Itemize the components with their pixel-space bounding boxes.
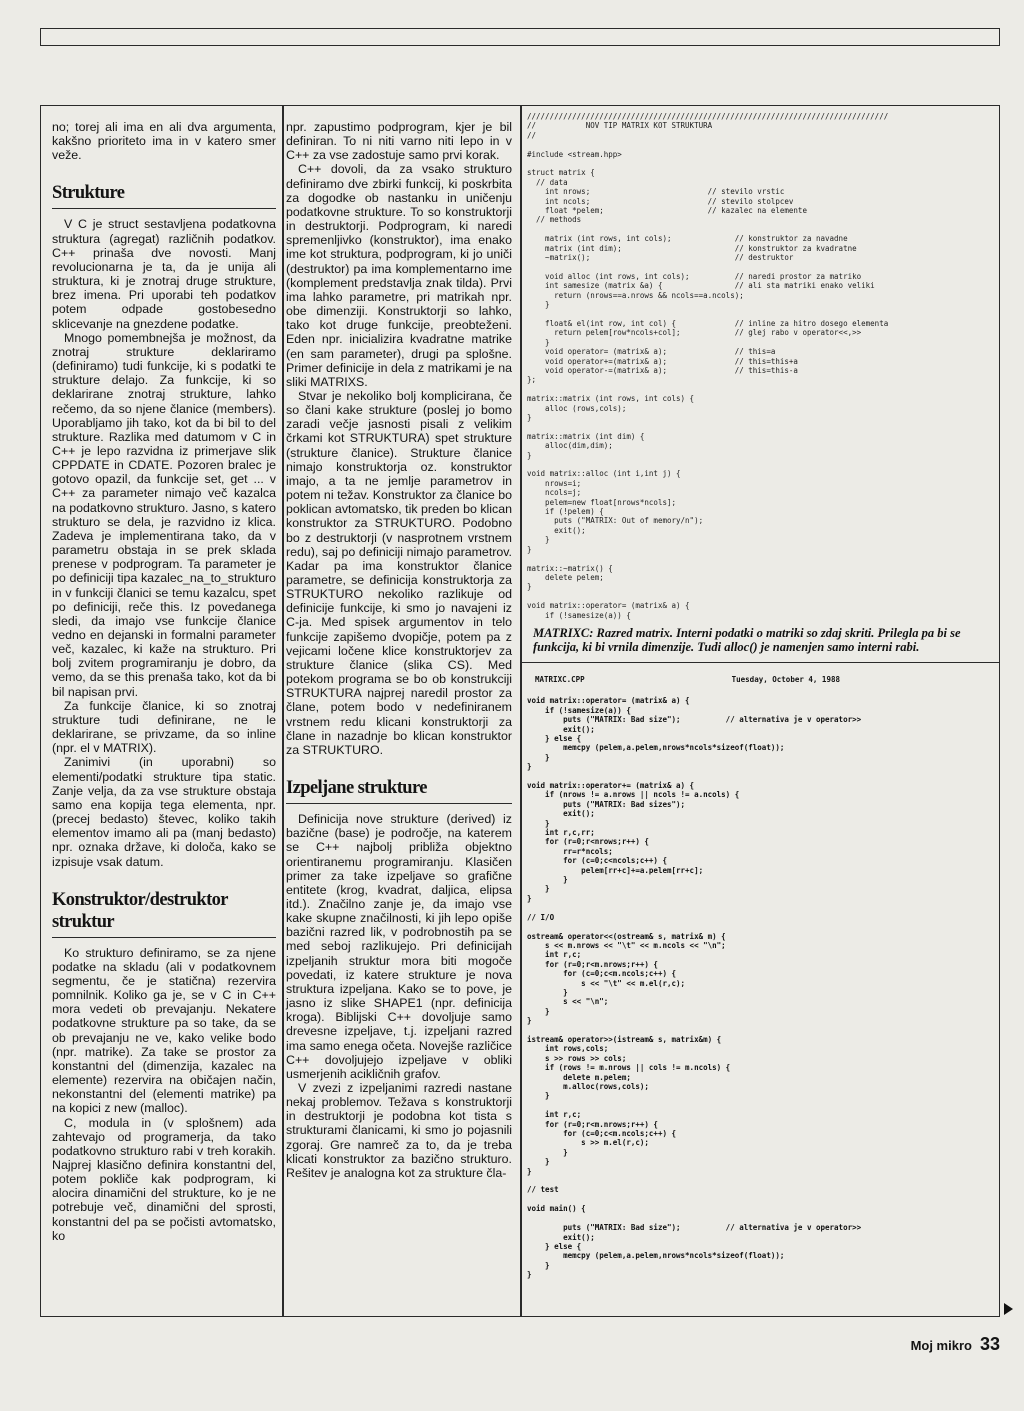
code-listing-2: void matrix::operator= (matrix& a) { if (!samesize(a)) { puts ("MATRIX: Bad size"); // alternativa je v operator>> exit(); } else { memcpy (pelem,a.pelem,nrows*ncols*sizeof(float)); } } void matrix::operator+= (matrix& a) { if (nrows != a.nrows || ncols != a.ncols) { puts ("MATRIX: Bad sizes"); exit(); } int r,c,rr; for (r=0;r<nrows;r++) { rr=r*ncols; for (c=0;c<ncols;c++) { pelem[rr+c]+=a.pelem[rr+c]; } } } // I/O ostream& operator<<(ostream& s, matrix& m) { s << m.nrows << "\t" << m.ncols << "\n"; int r,c; for (r=0;r<m.nrows;r++) { for (c=0;c<m.ncols;c++) { s << "\t" << m.el(r,c); } s << "\n"; } } istream& operator>>(istream& s, matrix&m) { int rows,cols; s >> rows >> cols; if (rows != m.nrows || cols != m.ncols) { delete m.pelem; m.alloc(rows,cols); } int r,c; for (r=0;r<m.nrows;r++) { for (c=0;c<m.ncols;c++) { s >> m.el(r,c); } } } // test void main() { puts ("MATRIX: Bad size"); // alternativa je v operator>> exit(); } else { memcpy (pelem,a.pelem,nrows*ncols*sizeof(float)); } } <box>527 696 862 1280</box>
continue-arrow-icon <box>1004 1303 1013 1315</box>
listing-date: Tuesday, October 4, 1988 <box>731 674 840 684</box>
figure-caption: MATRIXC: Razred matrix. Interni podatki o matriki so zdaj skriti. Prilegla pa bi se funkcija, ki bi vrnila dimenzije. Tudi alloc() je namenjen samo interni rabi. <box>533 625 961 654</box>
top-rule <box>40 28 1000 46</box>
paragraph: Definicija nove strukture (derived) iz bazične (base) je področje, na katerem se C++ najbolj približa objektno orientiranemu programiranju. Klasičen primer za take izpeljave so grafične entitete (krog, kvadrat, daljica, elipsa itd.). Značilno zanje je, da imajo vse kake skupne značilnosti, ki jih lepo opiše bazični razred lik, v podrobnostih pa se med seboj razlikujejo. Pri definicijah izpeljanih struktur mora biti mogoče povedati, iz katere strukture je nova struktura izpeljana. Kako se to pove, je jasno iz slike SHAPE1 (npr. definicija kroga). Biblijski C++ dovoljuje samo drevesne izpeljave, t.j. izpeljani razred ima samo enega očeta. Novejše različice C++ dovoljujejo izpeljave v obliki usmerjenih acikličnih grafov. <box>286 812 512 1081</box>
page-footer <box>911 1334 1000 1355</box>
text-column-1 <box>52 120 276 1243</box>
paragraph: V C je struct sestavljena podatkovna struktura (agregat) različnih podatkov. C++ prinaša dve novosti. Manj revolucionarna je ta, da je unija ali struktura, ki je znotraj druge strukture, brez imena. Pri uporabi teh podatkov potem odpade gostobesedno sklicevanje na gnezdene podatke. <box>52 217 276 331</box>
text-column-2 <box>286 120 512 1180</box>
section-heading: Strukture <box>52 182 276 209</box>
code-listing-1: //////////////////////////////////////////////////////////////////////////////// // NOV TIP MATRIX KOT STRUKTURA // #include <stream.hpp> struct matrix { // data int nrows; // stevilo vrstic int ncols; // stevilo stolpcev float *pelem; // kazalec na elemente // methods matrix (int rows, int cols); // konstruktor za navadne matrix (int dim); // konstruktor za kvadratne ~matrix(); // destruktor void alloc (int rows, int cols); // naredi prostor za matriko int samesize (matrix &a) { // ali sta matriki enako veliki return (nrows==a.nrows && ncols==a.ncols); } float& el(int row, int col) { // inline za hitro dosego elementa return pelem[row*ncols+col]; // glej rabo v operator<<,>> } void operator= (matrix& a); // this=a void operator+=(matrix& a); // this=this+a void operator-=(matrix& a); // this=this-a }; matrix::matrix (int rows, int cols) { alloc (rows,cols); } matrix::matrix (int dim) { alloc(dim,dim); } void matrix::alloc (int i,int j) { nrows=i; ncols=j; pelem=new float[nrows*ncols]; if (!pelem) { puts ("MATRIX: Out of memory/n"); exit(); } } matrix::~matrix() { delete pelem; } void matrix::operator= (matrix& a) { if (!samesize(a)) { <box>527 112 889 620</box>
listing-filename: MATRIXC.CPP <box>535 674 585 684</box>
listing-separator <box>521 662 1000 663</box>
magazine-brand: Moj mikro <box>910 1338 972 1353</box>
paragraph: npr. zapustimo podprogram, kjer je bil definiran. To ni niti varno niti lepo in v C++ za vse zadostuje samo prvi korak. <box>286 120 512 163</box>
column-divider <box>520 105 522 1317</box>
paragraph: no; torej ali ima en ali dva argumenta, kakšno prioriteto ima in v katero smer veže. <box>52 120 276 163</box>
section-heading: Konstruktor/destruktor struktur <box>52 889 276 938</box>
section-heading: Izpeljane strukture <box>286 777 512 804</box>
paragraph: V zvezi z izpeljanimi razredi nastane nekaj problemov. Težava s konstruktorji in destruktorji je podobna kot tista s strukturami članicami, ki smo jo pojasnili zgoraj. Gre namreč za to, da je treba klicati konstruktor za bazično strukturo. Rešitev je analogna kot za strukture čla- <box>286 1081 512 1180</box>
paragraph: C++ dovoli, da za vsako strukturo definiramo dve zbirki funkcij, ki poskrbita za dogodke ob nastanku in uničenju podatkovne strukture. To so konstruktorji in destruktorji. Podprogram, ki naredi spremenljivko (konstruktor), ima enako ime kot struktura, podprogram, ki jo uniči (destruktor) pa ima komplementarno ime (komplement predstavlja znak tilda). Prvi ima lahko parametre, pri matrikah npr. obe dimenziji. Konstruktorji so lahko, tako kot druge funkcije, preobteženi. Eden npr. inicializira kvadratne matrike (en sam parameter), drugi pa splošne. Primer definicije in dela z matrikami je na sliki MATRIXS. <box>286 162 512 389</box>
code-column <box>527 112 994 1280</box>
paragraph: Zanimivi (in uporabni) so elementi/podatki strukture tipa static. Zanje velja, da za vse strukture obstaja samo ena kopija tega elementa, npr. (precej bedasto) števec, koliko takih elementov imamo ali pa (manj bedasto) npr. oznaka države, ki določa, kako se izpisuje vsak datum. <box>52 755 276 869</box>
paragraph: Za funkcije članice, ki so znotraj strukture tudi definirane, ne le deklarirane, se privzame, da so inline (npr. el v MATRIX). <box>52 698 276 756</box>
paragraph: Mnogo pomembnejša je možnost, da znotraj strukture deklariramo (definiramo) tudi funkcije, ki s podatki te strukture delajo. Za funkcije, ki so deklarirane znotraj strukture, lahko rečemo, da so njene članice (members). Uporabljamo jih tako, kot da bi bil to del strukture. Razlika med datumom v C in C++ je lepo razvidna iz primerjave slik CPPDATE in CDATE. Pozoren bralec je gotovo opazil, da funkcije set, get ... v C++ za parameter nimajo več kazalca na podatkovno strukturo. Jasno, s katero strukturo se dela, je razvidno iz klica. Zadeva je implementirana tako, da v parametru obstaja in se prek sklada prenese v podprogram. Ta parameter je po definiciji tipa kazalec_na_to_strukturo in v funkciji članici se temu kazalcu, spet po definiciji, reče this. Iz povedanega sledi, da imajo vse funkcije članice vedno en dejanski in formalni parameter več, kazalec, ki kaže na strukturo. Pri bolj zvitem programiranju je dobro, da vemo, da se this prenaša tako, kot da bi bil napisan prvi. <box>52 330 276 699</box>
paragraph: Stvar je nekoliko bolj komplicirana, če so člani kake strukture (poslej jo bomo zaradi večje jasnosti pisali z velikim črkami kot STRUKTURA) spet strukture (strukture članice). Strukture članice nimajo konstruktorja oz. konstruktor imajo, a ta ne jemlje parametrov in potem ni težav. Konstruktor za članice bo poklican avtomatsko, tik preden bo klican konstruktor za STRUKTURO. Podobno bo z destruktorji (v nasprotnem vrstnem redu), saj po definiciji nimajo parametrov. Kadar pa ima konstruktor članice parametre, se definicija konstruktorja za STRUKTURO nekoliko razlikuje od definicije funkcije, ki smo jo navajeni iz C-ja. Med spisek argumentov in telo funkcije zapišemo dvopičje, potem pa z vejicami ločene klice konstruktorjev za strukture članice (slika CS). Med potekom programa se bo ob konstrukciji STRUKTURA najprej naredil prostor za člane, potem bodo v nedefiniranem vrstnem redu klicani konstruktorji za člane in nazadnje bo klican konstruktor za STRUKTURO. <box>286 388 512 757</box>
page-number: 33 <box>979 1334 1000 1354</box>
listing-header <box>535 675 840 684</box>
paragraph: C, modula in (v splošnem) ada zahtevajo od programerja, da tako podatkovno strukturo rabi v treh korakih. Najprej klasično definira konstantni del, potem pokliče kak podprogram, ki alocira dinamični del strukture, ko je ne potrebuje več, dinamični del sprosti, konstantni del pa se počisti avtomatsko, ko <box>52 1115 276 1243</box>
column-divider <box>282 105 284 1317</box>
paragraph: Ko strukturo definiramo, se za njene podatke na skladu (ali v podatkovnem segmentu, če je statična) rezervira pomnilnik. Koliko ga je, se v C in C++ mora vedeti ob prevajanju. Nekatere podatkovne strukture pa so take, da se ob prevajanju ne ve, kako velike bodo (npr. matrike). Za take se prostor za konstantni del (dimenzija, kazalec na elemente) rezervira na običajen način, nekonstantni del (elementi matrike) pa na kopici z new (malloc). <box>52 945 276 1116</box>
